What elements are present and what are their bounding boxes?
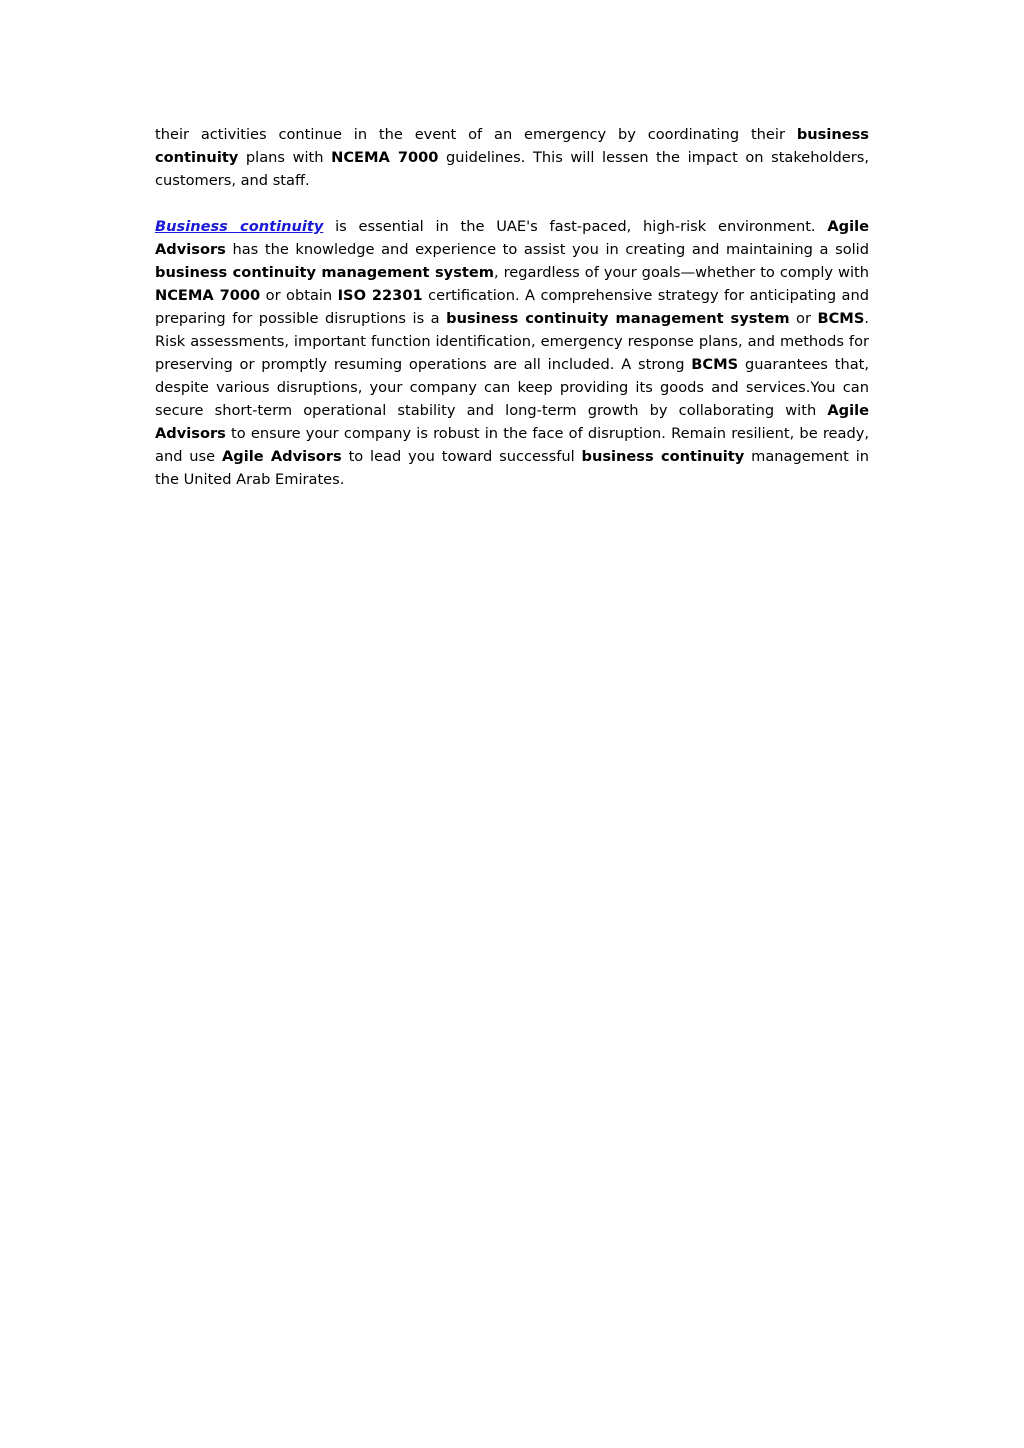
bold-term: business continuity <box>581 448 745 465</box>
paragraph-1 <box>155 123 869 192</box>
document-body <box>155 123 869 514</box>
paragraph-2-text: management in the United Arab Emirates. <box>155 448 870 488</box>
paragraph-2-text: to ensure your company is robust in the face of disruption. Remain resilient, be ready, and use <box>155 425 869 465</box>
bold-term: Agile Advisors <box>155 218 869 258</box>
paragraph-1-text: guidelines. This will lessen the impact on stakeholders, customers, and staff. <box>155 149 869 189</box>
paragraph-2-text: is essential in the UAE's fast-paced, high-risk environment. <box>323 218 828 235</box>
bold-term: business continuity <box>155 126 869 166</box>
paragraph-2-text: or obtain <box>260 287 338 304</box>
bold-term: NCEMA 7000 <box>155 287 261 304</box>
bold-term: business continuity management system <box>446 310 790 327</box>
paragraph-1-text: their activities continue in the event of an emergency by coordinating their <box>155 126 797 143</box>
paragraph-2-text: certification. A comprehensive strategy for anticipating and preparing for possible disruptions is a <box>155 287 869 327</box>
paragraph-2-text: guarantees that, despite various disruptions, your company can keep providing its goods and services.You can secure short-term operational stability and long-term growth by collaborating with <box>155 356 869 419</box>
bold-term: BCMS <box>817 310 865 327</box>
paragraph-2-text: , regardless of your goals—whether to comply with <box>493 264 869 281</box>
paragraph-2-text: to lead you toward successful <box>341 448 582 465</box>
bold-term: Agile Advisors <box>155 402 869 442</box>
bold-term: Agile Advisors <box>221 448 342 465</box>
paragraph-2 <box>155 215 869 491</box>
business-continuity-link[interactable]: Business continuity <box>155 218 324 235</box>
bold-term: NCEMA 7000 <box>331 149 439 166</box>
bold-term: business continuity management system <box>155 264 494 281</box>
paragraph-2-text: . Risk assessments, important function identification, emergency response plans, and methods for preserving or promptly resuming operations are all included. A strong <box>155 310 869 373</box>
bold-term: BCMS <box>691 356 739 373</box>
paragraph-1-text: plans with <box>238 149 332 166</box>
paragraph-2-text: or <box>789 310 818 327</box>
bold-term: ISO 22301 <box>337 287 423 304</box>
paragraph-2-text: has the knowledge and experience to assist you in creating and maintaining a solid <box>225 241 869 258</box>
